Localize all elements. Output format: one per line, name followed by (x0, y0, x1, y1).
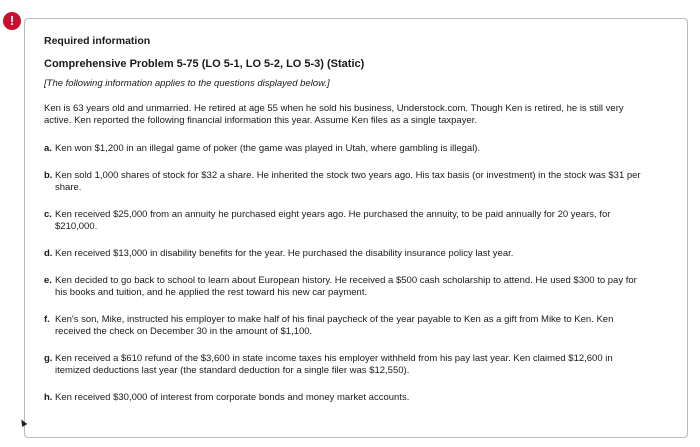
alert-icon: ! (3, 12, 21, 30)
problem-content (44, 35, 644, 419)
required-information-heading: Required information (44, 35, 151, 47)
fact-item-g (44, 353, 644, 377)
fact-text: Ken received a $610 refund of the $3,600 in state income taxes his employer withheld from his pay last year. Ken claimed $12,600 in itemized deductions last year (the standard deduction for a single filer was $12,550). (55, 353, 613, 376)
fact-item-a (44, 143, 644, 155)
fact-item-b (44, 170, 644, 194)
fact-letter: h. (44, 392, 53, 403)
fact-list (44, 143, 644, 404)
problem-panel (24, 18, 688, 438)
fact-letter: g. (44, 353, 53, 364)
fact-text: Ken won $1,200 in an illegal game of poker (the game was played in Utah, where gambling is illegal). (55, 143, 481, 154)
fact-letter: f. (44, 314, 50, 325)
fact-text: Ken sold 1,000 shares of stock for $32 a share. He inherited the stock two years ago. His tax basis (or investment) in the stock was $31 per share. (55, 170, 641, 193)
fact-item-c (44, 209, 644, 233)
problem-title: Comprehensive Problem 5-75 (LO 5-1, LO 5-2, LO 5-3) (Static) (44, 58, 365, 70)
fact-letter: c. (44, 209, 52, 220)
fact-text: Ken decided to go back to school to learn about European history. He received a $500 cash scholarship to attend. He used $300 to pay for his books and tuition, and he applied the rest toward his new car payment. (55, 275, 637, 298)
fact-text: Ken's son, Mike, instructed his employer to make half of his final paycheck of the year payable to Ken as a gift from Mike to Ken. Ken received the check on December 30 in the amount of $1,100. (55, 314, 614, 337)
fact-text: Ken received $25,000 from an annuity he purchased eight years ago. He purchased the annuity, to be paid annually for 20 years, for $210,000. (55, 209, 611, 232)
fact-letter: a. (44, 143, 52, 154)
problem-intro: [The following information applies to the questions displayed below.] (44, 78, 330, 89)
fact-item-h (44, 392, 644, 404)
fact-item-f (44, 314, 644, 338)
fact-letter: e. (44, 275, 52, 286)
fact-text: Ken received $13,000 in disability benefits for the year. He purchased the disability insurance policy last year. (55, 248, 514, 259)
fact-letter: d. (44, 248, 53, 259)
fact-item-d (44, 248, 644, 260)
fact-text: Ken received $30,000 of interest from corporate bonds and money market accounts. (55, 392, 410, 403)
fact-letter: b. (44, 170, 53, 181)
problem-scenario: Ken is 63 years old and unmarried. He retired at age 55 when he sold his business, Understock.com. Though Ken is retired, he is still very active. Ken reported the following financial information this year. Assume Ken files as a single taxpayer. (44, 103, 624, 126)
fact-item-e (44, 275, 644, 299)
